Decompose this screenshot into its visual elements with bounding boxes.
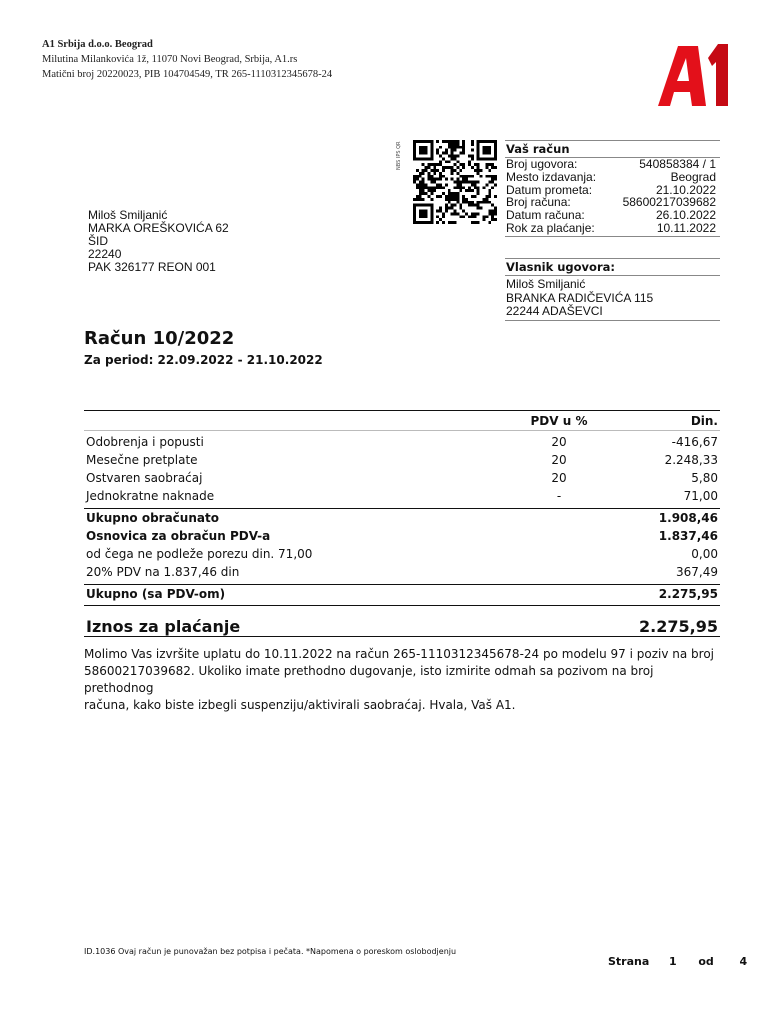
account-row: Mesto izdavanja: Beograd	[506, 169, 716, 184]
owner-street: BRANKA RADIČEVIĆA 115	[506, 290, 654, 305]
payment-label: Iznos za plaćanje	[86, 617, 241, 636]
company-header	[42, 37, 332, 82]
footer-note: ID.1036 Ovaj račun je punovažan bez potpisa i pečata. *Napomena o poreskom oslobodjenju	[84, 947, 457, 956]
qr-code	[410, 140, 500, 224]
grand-total-row: Ukupno (sa PDV-om) 2.275,95	[86, 587, 718, 601]
owner-box	[505, 258, 720, 321]
owner-name: Miloš Smiljanić	[506, 277, 586, 291]
account-row: Datum računa: 26.10.2022	[506, 208, 716, 223]
page-total: 4	[739, 955, 748, 968]
company-ids: Matični broj 20220023, PIB 104704549, TR 265-1110312345678-24	[42, 69, 333, 80]
recipient-name: Miloš Smiljanić	[88, 208, 168, 222]
payment-message: Molimo Vas izvršite uplatu do 10.11.2022 na račun 265-1110312345678-24 po modelu 97 i poziv na broj 58600217039682. Ukoliko imate prethodno dugovanje, isto izmirite odmah sa pozivom na broj prethodnog računa, kako biste izbegli suspenziju/aktivirali saobraćaj. Hvala, Vaš A1.	[84, 647, 715, 712]
invoice-table	[84, 410, 720, 606]
account-row: Datum prometa: 21.10.2022	[506, 182, 716, 197]
total-row: Osnovica za obračun PDV-a 1.837,46	[86, 529, 718, 543]
invoice-period: Za period: 22.09.2022 - 21.10.2022	[84, 353, 323, 367]
total-row: od čega ne podleže porezu din. 71,00 0,00	[86, 547, 718, 561]
table-row: Ostvaren saobraćaj 20 5,80	[86, 471, 718, 485]
table-row: Odobrenja i popusti 20 -416,67	[86, 435, 718, 449]
table-header	[84, 410, 720, 430]
recipient-street: MARKA OREŠKOVIĆA 62	[88, 221, 229, 235]
a1-logo	[652, 36, 732, 110]
page-of: od	[698, 955, 714, 968]
owner-title: Vlasnik ugovora:	[505, 258, 720, 276]
account-row: Rok za plaćanje: 10.11.2022	[506, 220, 716, 235]
company-name: A1 Srbija d.o.o. Beograd	[42, 39, 153, 50]
table-row: Mesečne pretplate 20 2.248,33	[86, 453, 718, 467]
page-indicator	[608, 955, 747, 968]
header-din: Din.	[690, 414, 718, 428]
invoice-title: Račun 10/2022	[84, 328, 235, 349]
payment-amount	[84, 616, 720, 637]
owner-city: 22244 ADAŠEVCI	[506, 304, 603, 318]
account-title: Vaš račun	[505, 140, 720, 158]
page-label: Strana	[608, 955, 650, 968]
company-address: Milutina Milankovića 1ž, 11070 Novi Beograd, Srbija, A1.rs	[42, 54, 298, 65]
total-row: Ukupno obračunato 1.908,46	[86, 511, 718, 525]
header-pdv: PDV u %	[530, 414, 588, 428]
recipient-city: ŠID	[88, 234, 109, 248]
account-row: Broj računa: 58600217039682	[506, 195, 716, 210]
account-row: Broj ugovora: 540858384 / 1	[506, 157, 716, 171]
table-row: Jednokratne naknade - 71,00	[86, 489, 718, 503]
total-row: 20% PDV na 1.837,46 din 367,49	[86, 565, 718, 579]
recipient-pak: PAK 326177 REON 001	[88, 260, 216, 274]
recipient-zip: 22240	[88, 247, 122, 261]
page-current: 1	[668, 955, 677, 968]
recipient-address	[88, 209, 229, 274]
account-box	[505, 140, 720, 237]
qr-side-label: NBS IPS QR	[396, 141, 402, 170]
payment-value: 2.275,95	[639, 617, 718, 636]
